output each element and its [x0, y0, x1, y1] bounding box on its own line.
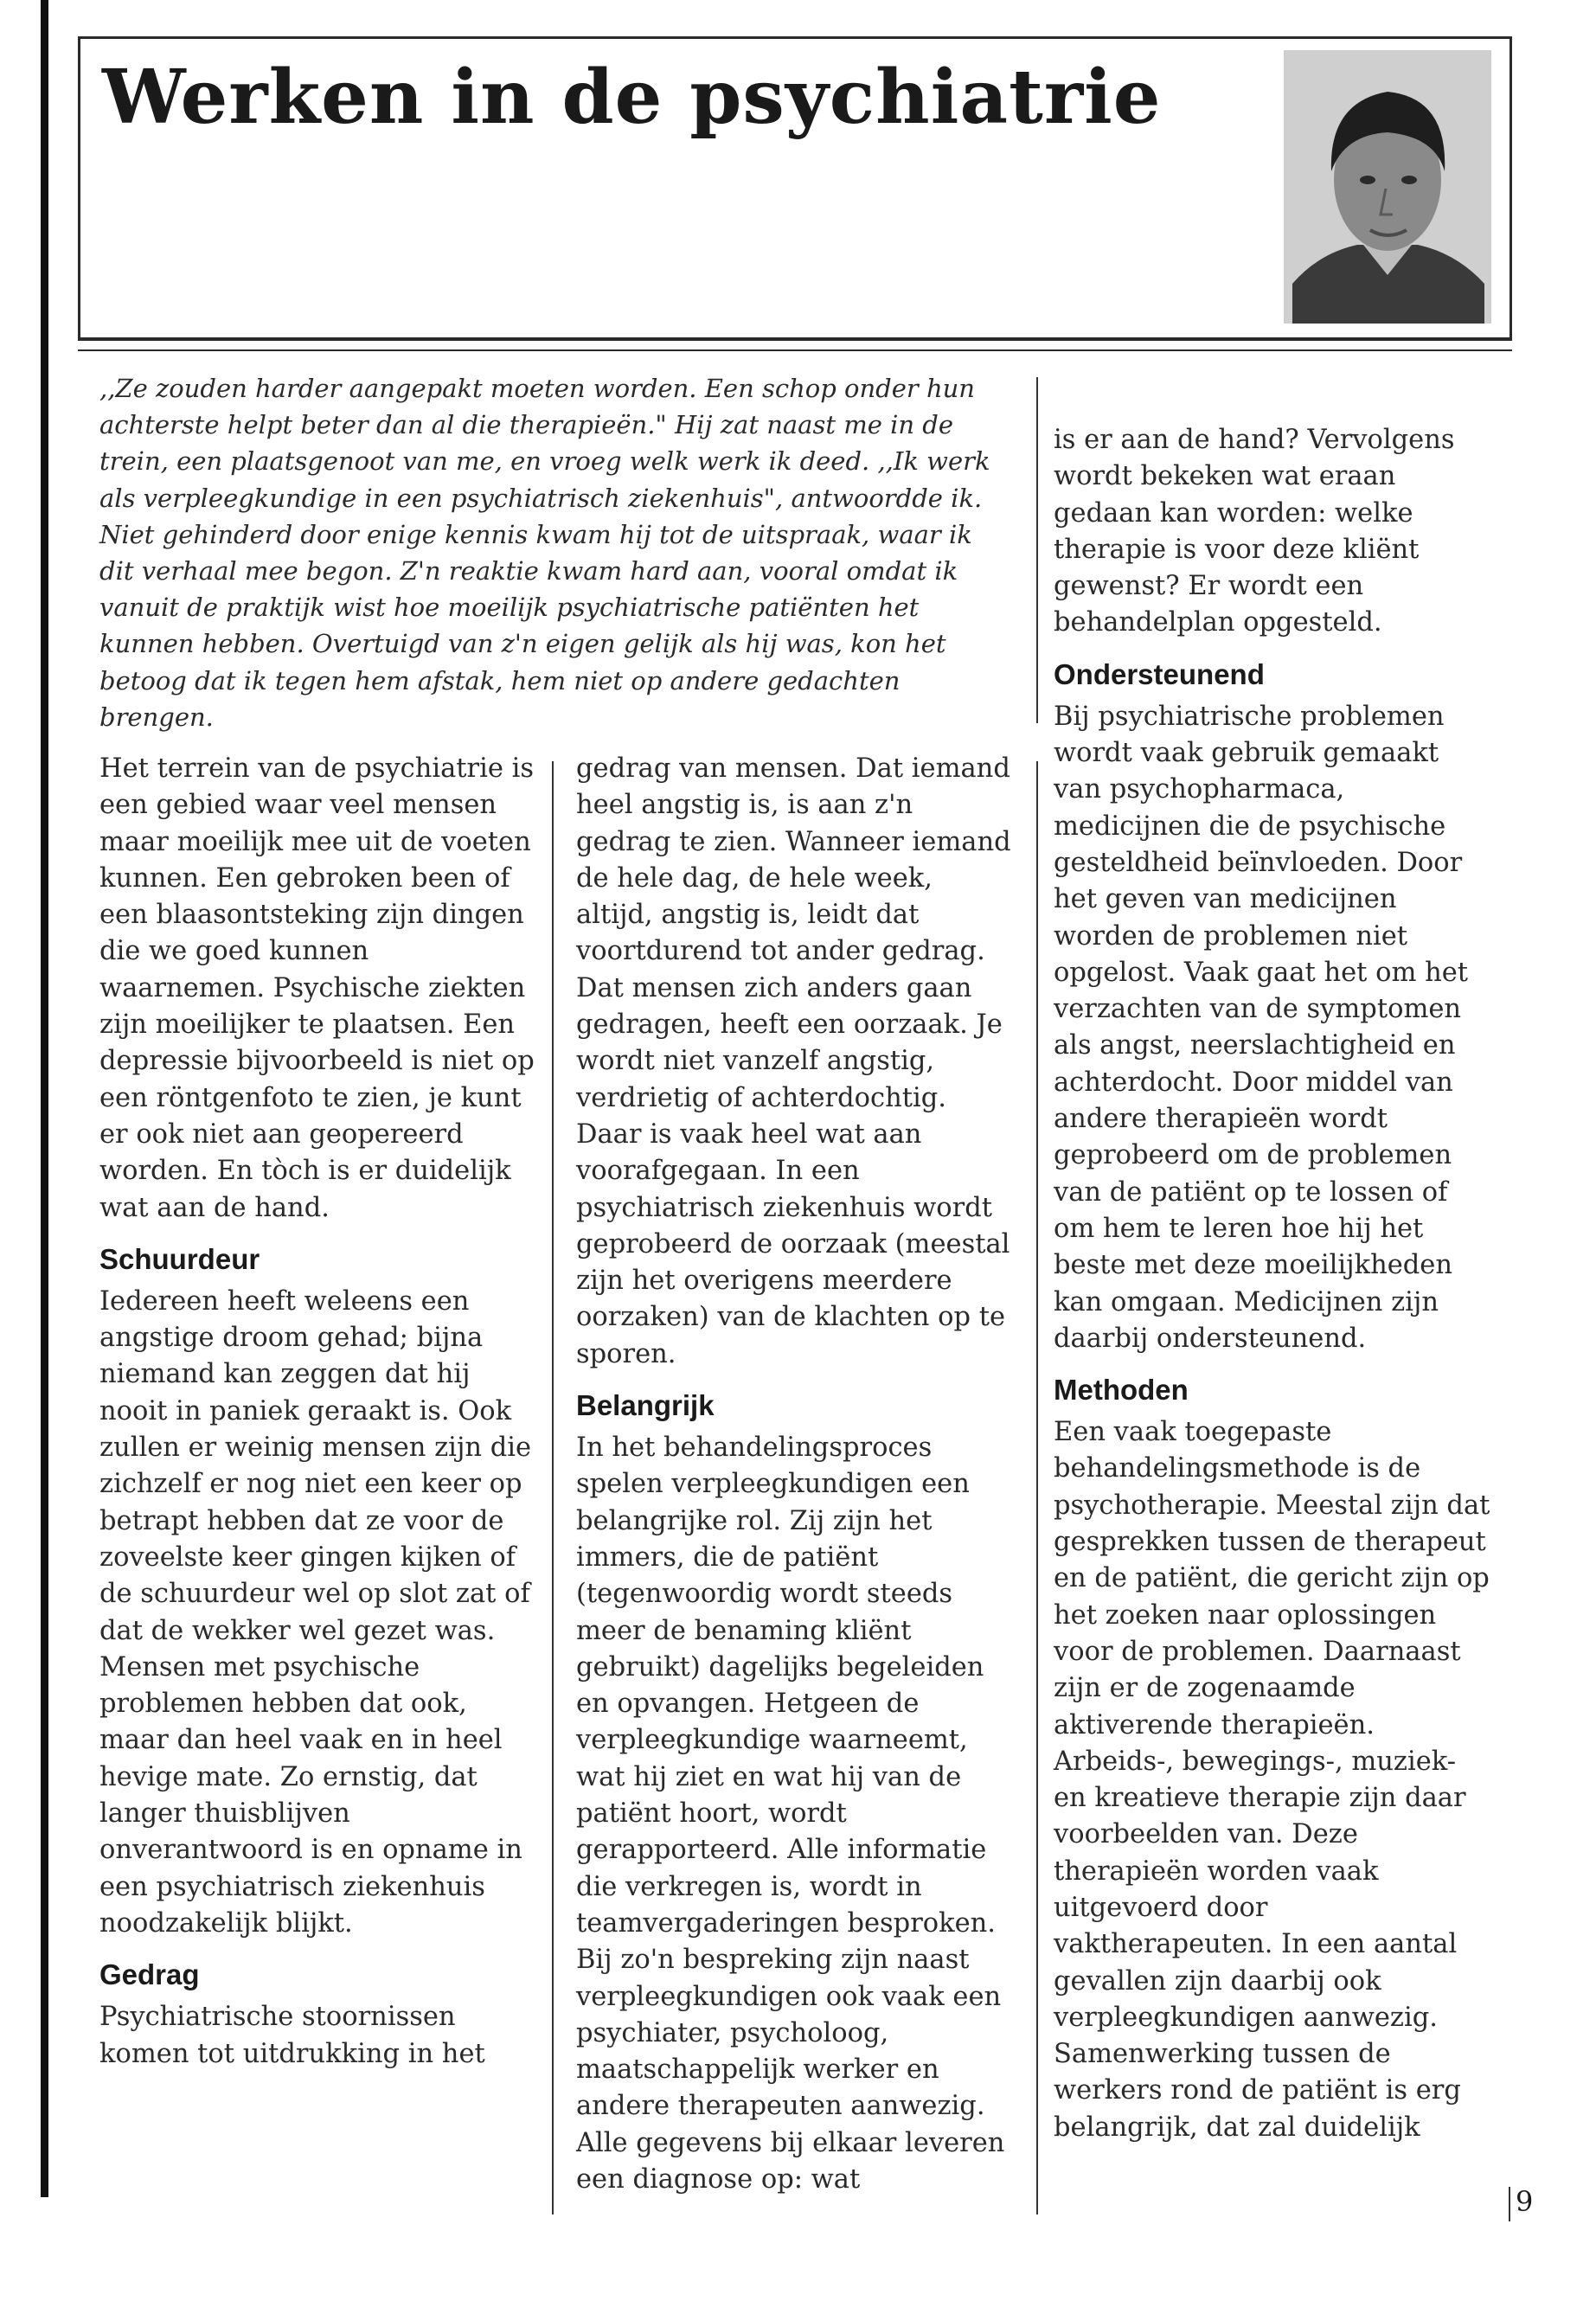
paragraph: gedrag van mensen. Dat iemand heel angstig is, is aan z'n gedrag te zien. Wanneer iemand de hele dag, de hele week, altijd, angstig is, leidt dat voortdurend tot ander gedrag. Dat mensen zich anders gaan gedragen, heeft een oorzaak. Je wordt niet vanzelf angstig, verdrietig of achterdochtig. Daar is vaak heel wat aan voorafgegaan. In een psychiatrisch ziekenhuis wordt geprobeerd de oorzaak (meestal zijn het overigens meerdere oorzaken) van de klachten op te sporen. — [576, 753, 1011, 1369]
paragraph: Psychiatrische stoornissen komen tot uitdrukking in het — [99, 2002, 485, 2069]
page-number: 9 — [1516, 2185, 1534, 2218]
section-heading: Gedrag — [99, 1958, 200, 1991]
section-heading: Belangrijk — [576, 1389, 715, 1422]
author-photo — [1284, 50, 1491, 324]
column-separator — [1036, 377, 1038, 723]
page-number-separator — [1509, 2187, 1510, 2221]
margin-rule — [41, 0, 48, 2197]
paragraph: Het terrein van de psychiatrie is een gebied waar veel mensen maar moeilijk mee uit de voeten kunnen. Een gebroken been of een blaasontsteking zijn dingen die we goed kunnen waarnemen. Psychische ziekten zijn moeilijker te plaatsen. Een depressie bijvoorbeeld is niet op een röntgenfoto te zien, je kunt er ook niet aan geopereerd worden. En tòch is er duidelijk wat aan de hand. — [99, 753, 535, 1223]
header-divider — [78, 337, 1512, 341]
paragraph: Een vaak toegepaste behandelingsmethode is de psychotherapie. Meestal zijn dat gesprekken tussen de therapeut en de patiënt, die gericht zijn op het zoeken naar oplossingen voor de problemen. Daarnaast zijn er de zogenaamde aktiverende therapieën. Arbeids-, bewegings-, muziek- en kreatieve therapie zijn daar voorbeelden van. Deze therapieën worden vaak uitgevoerd door vaktherapeuten. In een aantal gevallen zijn daarbij ook verpleegkundigen aanwezig. Samenwerking tussen de werkers rond de patiënt is erg belangrijk, dat zal duidelijk — [1054, 1417, 1490, 2143]
section-heading: Schuurdeur — [99, 1242, 260, 1275]
column-separator — [1036, 761, 1038, 2214]
column-separator — [552, 761, 554, 2214]
paragraph: Bij psychiatrische problemen wordt vaak gebruik gemaakt van psychopharmaca, medicijnen die de psychische gesteldheid beïnvloeden. Door het geven van medicijnen worden de problemen niet opgelost. Vaak gaat het om het verzachten van de symptomen als angst, neerslachtigheid en achterdocht. Door middel van andere therapieën wordt geprobeerd om de problemen van de patiënt op te lossen of om hem te leren hoe hij het beste met deze moeilijkheden kan omgaan. Medicijnen zijn daarbij ondersteunend. — [1054, 701, 1469, 1354]
paragraph: is er aan de hand? Vervolgens wordt bekeken wat eraan gedaan kan worden: welke therapie is voor deze kliënt gewenst? Er wordt een behandelplan opgesteld. — [1054, 425, 1455, 638]
header-divider-thin — [78, 349, 1512, 351]
intro-text: ,,Ze zouden harder aangepakt moeten worden. Een schop onder hun achterste helpt beter dan al die therapieën." Hij zat naast me in de trein, een plaatsgenoot van me, en vroeg welk werk ik deed. ,,Ik werk als verpleegkundige in een psychiatrisch ziekenhuis", antwoordde ik. Niet gehinderd door enige kennis kwam hij tot de uitspraak, waar ik dit verhaal mee begon. Z'n reaktie kwam hard aan, vooral omdat ik vanuit de praktijk wist hoe moeilijk psychiatrische patiënten het kunnen hebben. Overtuigd van z'n eigen gelijk als hij was, kon het betoog dat ik tegen hem afstak, hem niet op andere gedachten brengen. — [99, 374, 990, 732]
paragraph: Iedereen heeft weleens een angstige droom gehad; bijna niemand kan zeggen dat hij nooit in paniek geraakt is. Ook zullen er weinig mensen zijn die zichzelf er nog niet een keer op betrapt hebben dat ze voor de zoveelste keer gingen kijken of de schuurdeur wel op slot zat of dat de wekker wel gezet was. Mensen met psychische problemen hebben dat ook, maar dan heel vaak en in heel hevige mate. Zo ernstig, dat langer thuisblijven onverantwoord is en opname in een psychiatrisch ziekenhuis noodzakelijk blijkt. — [99, 1285, 532, 1939]
section-heading: Methoden — [1054, 1374, 1189, 1407]
column-1 — [99, 751, 536, 2073]
paragraph: In het behandelingsproces spelen verpleegkundigen een belangrijke rol. Zij zijn het immers, die de patiënt (tegenwoordig wordt steeds meer de benaming kliënt gebruikt) dagelijks begeleiden en opvangen. Hetgeen de verpleegkundige waarneemt, wat hij ziet en wat hij van de patiënt hoort, wordt gerapporteerd. Alle informatie die verkregen is, wordt in teamvergaderingen besproken. Bij zo'n bespreking zijn naast verpleegkundigen ook vaak een psychiater, psycholoog, maatschappelijk werker en andere therapeuten aanwezig. Alle gegevens bij elkaar leveren een diagnose op: wat — [576, 1433, 1005, 2195]
column-2 — [576, 751, 1013, 2198]
column-3 — [1054, 422, 1490, 2146]
section-heading: Ondersteunend — [1054, 657, 1265, 690]
article-title: Werken in de psychiatrie — [102, 54, 1162, 141]
